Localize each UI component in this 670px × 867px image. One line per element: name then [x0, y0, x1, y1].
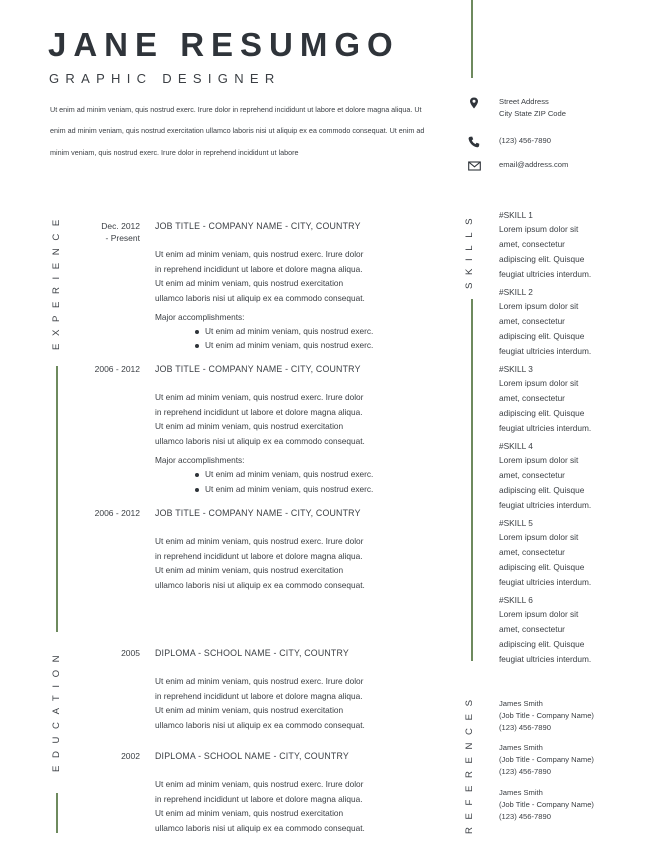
education-title [155, 648, 349, 658]
skill-line: amet, consectetur [499, 316, 565, 326]
skill-description [499, 299, 629, 359]
reference-title: (Job Title - Company Name) [499, 711, 594, 720]
intro-paragraph: Ut enim ad minim veniam, quis nostrud exerc. Irure dolor in reprehend incididunt ut labore et dolore magna aliqua. Ut enim ad minim veniam, quis nostrud exercitation ullamco laboris nisi ut aliquip ex ea commodo consequat. Ut enim ad minim veniam, quis nostrud exerc. Irure dolor in reprehend incididunt ut labore [50, 105, 425, 157]
skill-line: Lorem ipsum dolor sit [499, 224, 579, 234]
contact-phone [468, 135, 618, 149]
address-line-1: Street Address [499, 97, 549, 106]
skill-description [499, 376, 629, 436]
accomplishment-text: Ut enim ad minim veniam, quis nostrud exerc. [205, 484, 374, 494]
description-line: ullamco laboris nisi ut aliquip ex ea commodo consequat. [155, 292, 365, 303]
skill-item [499, 363, 629, 436]
description-line: Ut enim ad minim veniam, quis nostrud exercitation [155, 705, 344, 715]
description-line: Ut enim ad minim veniam, quis nostrud exercitation [155, 421, 344, 431]
accomplishment-item [195, 338, 373, 352]
skills-section-label: SKILLS [464, 210, 475, 289]
skill-line: amet, consectetur [499, 624, 565, 634]
experience-job-title: JOB TITLE - COMPANY NAME - CITY, COUNTRY [155, 364, 361, 374]
reference-phone: (123) 456-7890 [499, 812, 551, 821]
accomplishment-text: Ut enim ad minim veniam, quis nostrud exerc. [205, 340, 374, 350]
description-line: Ut enim ad minim veniam, quis nostrud exerc. Irure dolor [155, 392, 364, 402]
accomplishment-item [195, 482, 373, 496]
reference-item [499, 787, 639, 823]
skill-line: adipiscing elit. Quisque [499, 408, 585, 418]
experience-section-label: EXPERIENCE [51, 212, 62, 350]
school-info: - SCHOOL NAME - CITY, COUNTRY [195, 751, 349, 761]
skill-title: #SKILL 4 [499, 441, 533, 451]
experience-date-end: - Present [105, 233, 140, 243]
skill-title: #SKILL 6 [499, 595, 533, 605]
education-description [155, 777, 425, 835]
reference-name: James Smith [499, 743, 543, 752]
skill-line: feugiat ultricies interdum. [499, 654, 592, 664]
experience-description [155, 390, 425, 448]
experience-date-range: 2006 - 2012 [94, 364, 140, 374]
accomplishment-item [195, 467, 373, 481]
accomplishment-text: Ut enim ad minim veniam, quis nostrud exerc. [205, 469, 374, 479]
skill-line: feugiat ultricies interdum. [499, 269, 592, 279]
accomplishments-label: Major accomplishments: [155, 312, 245, 322]
description-line: ullamco laboris nisi ut aliquip ex ea commodo consequat. [155, 719, 365, 730]
education-description [155, 674, 425, 732]
skill-title: #SKILL 5 [499, 518, 533, 528]
skill-line: amet, consectetur [499, 547, 565, 557]
skill-item [499, 517, 629, 590]
description-line: ullamco laboris nisi ut aliquip ex ea commodo consequat. [155, 822, 365, 833]
skill-line: adipiscing elit. Quisque [499, 562, 585, 572]
description-line: in reprehend incididunt ut labore et dolore magna aliqua. [155, 406, 363, 417]
reference-name: James Smith [499, 699, 543, 708]
description-line: ullamco laboris nisi ut aliquip ex ea commodo consequat. [155, 435, 365, 446]
skill-line: adipiscing elit. Quisque [499, 254, 585, 264]
accomplishment-item [195, 324, 373, 338]
experience-job-title: JOB TITLE - COMPANY NAME - CITY, COUNTRY [155, 221, 361, 231]
skill-line: Lorem ipsum dolor sit [499, 609, 579, 619]
description-line: in reprehend incididunt ut labore et dolore magna aliqua. [155, 550, 363, 561]
bullet-icon [195, 330, 199, 334]
contact-address [468, 96, 618, 124]
description-line: Ut enim ad minim veniam, quis nostrud exerc. Irure dolor [155, 676, 364, 686]
skill-line: Lorem ipsum dolor sit [499, 301, 579, 311]
skill-line: adipiscing elit. Quisque [499, 331, 585, 341]
reference-title: (Job Title - Company Name) [499, 755, 594, 764]
skill-line: Lorem ipsum dolor sit [499, 378, 579, 388]
reference-name: James Smith [499, 788, 543, 797]
skill-description [499, 607, 629, 667]
skill-description [499, 530, 629, 590]
bullet-icon [195, 344, 199, 348]
skill-item [499, 594, 629, 667]
experience-divider-line [56, 366, 58, 632]
description-line: Ut enim ad minim veniam, quis nostrud exercitation [155, 278, 344, 288]
skill-item [499, 286, 629, 359]
phone-number: (123) 456-7890 [499, 136, 551, 145]
description-line: Ut enim ad minim veniam, quis nostrud exerc. Irure dolor [155, 536, 364, 546]
skill-line: feugiat ultricies interdum. [499, 500, 592, 510]
description-line: ullamco laboris nisi ut aliquip ex ea commodo consequat. [155, 579, 365, 590]
degree-name: DIPLOMA [155, 751, 196, 761]
school-info: - SCHOOL NAME - CITY, COUNTRY [195, 648, 349, 658]
envelope-icon [468, 159, 480, 171]
reference-item [499, 742, 639, 778]
bullet-icon [195, 473, 199, 477]
skill-line: feugiat ultricies interdum. [499, 577, 592, 587]
skill-item [499, 440, 629, 513]
education-year: 2005 [121, 648, 140, 658]
skill-title: #SKILL 2 [499, 287, 533, 297]
candidate-role: GRAPHIC DESIGNER [49, 71, 281, 86]
skill-line: Lorem ipsum dolor sit [499, 532, 579, 542]
reference-item [499, 698, 639, 734]
skill-line: feugiat ultricies interdum. [499, 423, 592, 433]
candidate-name: JANE RESUMGO [48, 26, 400, 63]
phone-icon [468, 135, 480, 147]
skill-title: #SKILL 3 [499, 364, 533, 374]
description-line: Ut enim ad minim veniam, quis nostrud exercitation [155, 565, 344, 575]
education-section-label: EDUCATION [51, 647, 62, 772]
experience-description [155, 247, 425, 305]
experience-date [50, 363, 140, 375]
reference-phone: (123) 456-7890 [499, 723, 551, 732]
skill-description [499, 453, 629, 513]
description-line: Ut enim ad minim veniam, quis nostrud exerc. Irure dolor [155, 249, 364, 259]
description-line: Ut enim ad minim veniam, quis nostrud exerc. Irure dolor [155, 779, 364, 789]
experience-description [155, 534, 425, 592]
reference-phone: (123) 456-7890 [499, 767, 551, 776]
education-year: 2002 [121, 751, 140, 761]
skill-line: adipiscing elit. Quisque [499, 639, 585, 649]
education-divider-line [56, 793, 58, 833]
skill-line: amet, consectetur [499, 393, 565, 403]
skills-divider-line [471, 299, 473, 661]
references-section-label: REFERENCES [464, 692, 475, 834]
accomplishments-label: Major accomplishments: [155, 455, 245, 465]
skill-title: #SKILL 1 [499, 210, 533, 220]
skill-description [499, 222, 629, 282]
education-title [155, 751, 349, 761]
experience-job-title: JOB TITLE - COMPANY NAME - CITY, COUNTRY [155, 508, 361, 518]
degree-name: DIPLOMA [155, 648, 196, 658]
experience-date-range: 2006 - 2012 [94, 508, 140, 518]
contact-block [468, 96, 618, 173]
contact-email [468, 159, 618, 173]
bullet-icon [195, 488, 199, 492]
address-line-2: City State ZIP Code [499, 109, 566, 118]
skill-line: amet, consectetur [499, 470, 565, 480]
location-pin-icon [468, 96, 480, 108]
description-line: Ut enim ad minim veniam, quis nostrud exercitation [155, 808, 344, 818]
skill-line: amet, consectetur [499, 239, 565, 249]
skill-line: feugiat ultricies interdum. [499, 346, 592, 356]
description-line: in reprehend incididunt ut labore et dolore magna aliqua. [155, 690, 363, 701]
skill-line: Lorem ipsum dolor sit [499, 455, 579, 465]
experience-date [50, 507, 140, 519]
header-divider-line [471, 0, 473, 78]
accomplishment-text: Ut enim ad minim veniam, quis nostrud exerc. [205, 326, 374, 336]
description-line: in reprehend incididunt ut labore et dolore magna aliqua. [155, 793, 363, 804]
experience-date-start: Dec. 2012 [101, 221, 140, 231]
description-line: in reprehend incididunt ut labore et dolore magna aliqua. [155, 263, 363, 274]
skill-item [499, 209, 629, 282]
email-address: email@address.com [499, 160, 569, 169]
reference-title: (Job Title - Company Name) [499, 800, 594, 809]
skill-line: adipiscing elit. Quisque [499, 485, 585, 495]
experience-date [50, 220, 140, 244]
